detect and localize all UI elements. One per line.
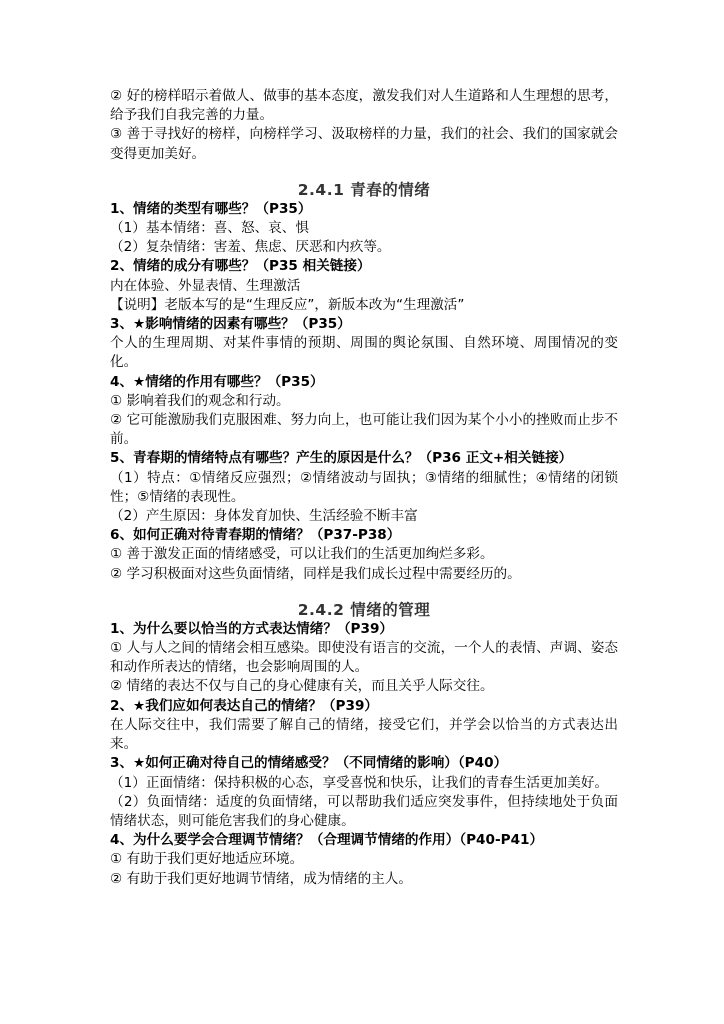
question-heading: 4、★情绪的作用有哪些？（P35） [110, 373, 324, 390]
document-content [110, 87, 618, 889]
answer-line: 在人际交往中，我们需要了解自己的情绪，接受它们，并学会以恰当的方式表达出来。 [110, 716, 618, 753]
answer-line: （2）产生原因：身体发育加快、生活经验不断丰富 [110, 508, 418, 525]
answer-line: （1）正面情绪：保持积极的心态，享受喜悦和快乐，让我们的青春生活更加美好。 [110, 774, 609, 791]
answer-line: （2）复杂情绪：害羞、焦虑、厌恶和内疚等。 [110, 239, 391, 256]
answer-line: ② 学习积极面对这些负面情绪，同样是我们成长过程中需要经历的。 [110, 565, 521, 582]
answer-line: ① 影响着我们的观念和行动。 [110, 392, 290, 409]
note-line: 【说明】老版本写的是“生理反应”，新版本改为“生理激活” [110, 296, 465, 313]
answer-line: （1）特点：①情绪反应强烈；②情绪波动与固执；③情绪的细腻性；④情绪的闭锁性；⑤情绪的表现性。 [110, 469, 618, 505]
question-heading: 3、★如何正确对待自己的情绪感受？（不同情绪的影响）（P40） [110, 755, 508, 772]
question-heading: 1、情绪的类型有哪些？（P35） [110, 200, 312, 217]
question-heading: 2、情绪的成分有哪些？（P35 相关链接） [110, 258, 371, 275]
answer-line: （1）基本情绪：喜、怒、哀、惧 [110, 220, 309, 237]
question-heading: 3、★影响情绪的因素有哪些？（P35） [110, 316, 351, 333]
answer-line: ① 人与人之间的情绪会相互感染。即使没有语言的交流，一个人的表情、声调、姿态和动作所表达的情绪，也会影响周围的人。 [110, 640, 618, 676]
answer-line: ② 情绪的表达不仅与自己的身心健康有关，而且关乎人际交往。 [110, 678, 494, 695]
question-heading: 1、为什么要以恰当的方式表达情绪？（P39） [110, 620, 394, 637]
answer-line: ① 有助于我们更好地适应环境。 [110, 851, 304, 868]
intro-paragraph-2: ② 好的榜样昭示着做人、做事的基本态度，激发我们对人生道路和人生理想的思考，给予我们自我完善的力量。 [110, 88, 618, 124]
answer-line: ② 有助于我们更好地调节情绪，成为情绪的主人。 [110, 870, 412, 887]
answer-line: （2）负面情绪：适度的负面情绪，可以帮助我们适应突发事件，但持续地处于负面情绪状态，则可能危害我们的身心健康。 [110, 793, 618, 829]
question-heading: 4、为什么要学会合理调节情绪？（合理调节情绪的作用）（P40-P41） [110, 832, 544, 849]
answer-line: 个人的生理周期、对某件事情的预期、周围的舆论氛围、自然环境、周围情况的变化。 [110, 335, 618, 371]
section-heading-2-4-1: 2.4.1 青春的情绪 [297, 180, 431, 199]
section-heading-2-4-2: 2.4.2 情绪的管理 [297, 600, 431, 619]
answer-line: ② 它可能激励我们克服困难、努力向上，也可能让我们因为某个小小的挫败而止步不前。 [110, 412, 618, 448]
question-heading: 6、如何正确对待青春期的情绪？（P37-P38） [110, 527, 401, 544]
answer-line: 内在体验、外显表情、生理激活 [110, 277, 301, 294]
question-heading: 2、★我们应如何表达自己的情绪？（P39） [110, 697, 379, 714]
intro-paragraph-3: ③ 善于寻找好的榜样，向榜样学习、汲取榜样的力量，我们的社会、我们的国家就会变得更加美好。 [110, 126, 618, 162]
answer-line: ① 善于激发正面的情绪感受，可以让我们的生活更加绚烂多彩。 [110, 546, 494, 563]
question-heading: 5、青春期的情绪特点有哪些？产生的原因是什么？（P36 正文+相关链接） [110, 450, 573, 467]
